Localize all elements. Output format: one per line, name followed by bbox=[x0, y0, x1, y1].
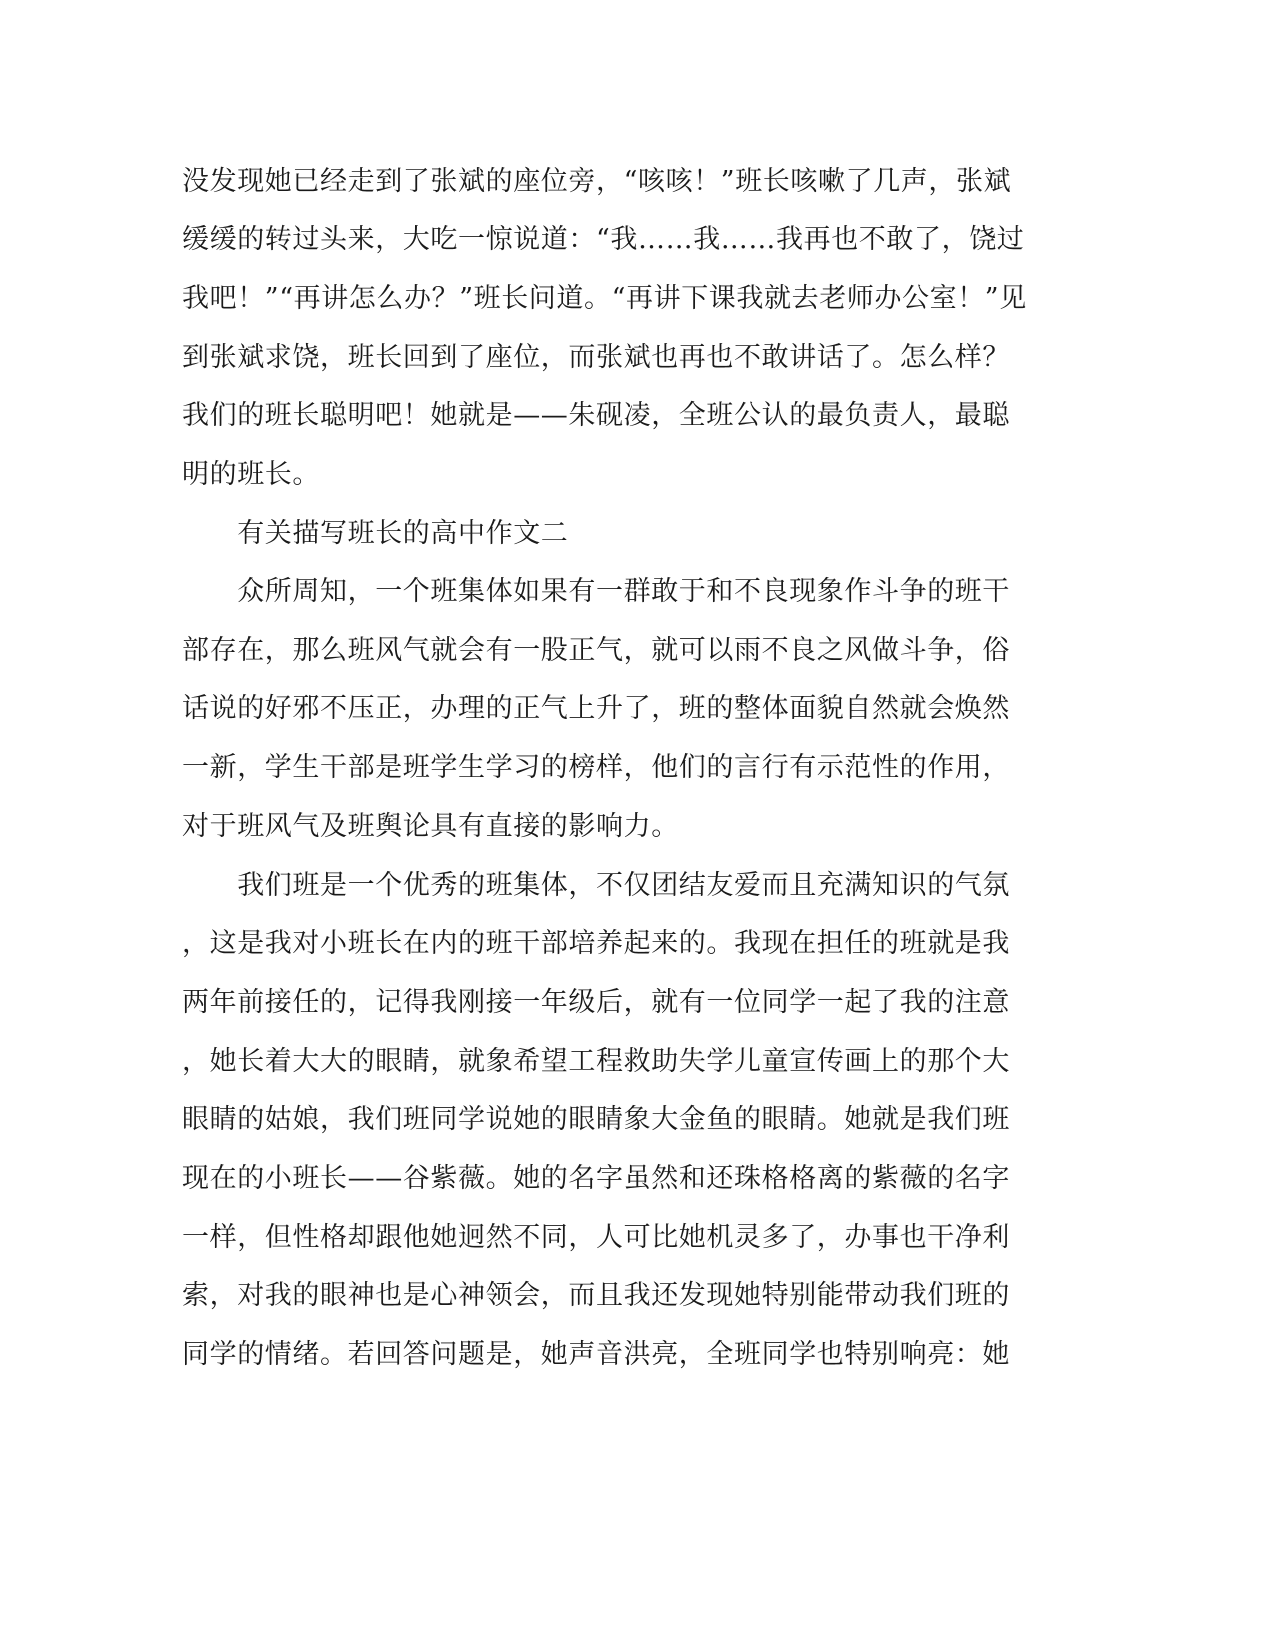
text-line: 我吧！”“再讲怎么办？”班长问道。“再讲下课我就去老师办公室！”见 bbox=[182, 283, 1027, 314]
text-line: ，这是我对小班长在内的班干部培养起来的。我现在担任的班就是我 bbox=[182, 928, 1010, 959]
text-line: 对于班风气及班舆论具有直接的影响力。 bbox=[182, 811, 679, 842]
section-heading: 有关描写班长的高中作文二 bbox=[182, 518, 569, 549]
text-line: 一样，但性格却跟他她迥然不同，人可比她机灵多了，办事也干净利 bbox=[182, 1222, 1010, 1253]
text-line: 明的班长。 bbox=[182, 459, 320, 490]
text-line: 一新，学生干部是班学生学习的榜样，他们的言行有示范性的作用， bbox=[182, 752, 1010, 783]
text-line: 众所周知，一个班集体如果有一群敢于和不良现象作斗争的班干 bbox=[182, 576, 1010, 607]
text-line: 到张斌求饶，班长回到了座位，而张斌也再也不敢讲话了。怎么样？ bbox=[182, 342, 1010, 373]
text-line: 缓缓的转过头来，大吃一惊说道：“我……我……我再也不敢了，饶过 bbox=[182, 224, 1025, 255]
text-line: 我们的班长聪明吧！她就是——朱砚凌，全班公认的最负责人，最聪 bbox=[182, 400, 1010, 431]
text-line: 我们班是一个优秀的班集体，不仅团结友爱而且充满知识的气氛 bbox=[182, 870, 1010, 901]
text-line: 现在的小班长——谷紫薇。她的名字虽然和还珠格格离的紫薇的名字 bbox=[182, 1163, 1010, 1194]
text-line: 没发现她已经走到了张斌的座位旁，“咳咳！”班长咳嗽了几声，张斌 bbox=[182, 166, 1012, 197]
text-line: ，她长着大大的眼睛，就象希望工程救助失学儿童宣传画上的那个大 bbox=[182, 1046, 1010, 1077]
text-line: 索，对我的眼神也是心神领会，而且我还发现她特别能带动我们班的 bbox=[182, 1280, 1010, 1311]
text-line: 话说的好邪不压正，办理的正气上升了，班的整体面貌自然就会焕然 bbox=[182, 693, 1010, 724]
text-line: 同学的情绪。若回答问题是，她声音洪亮，全班同学也特别响亮：她 bbox=[182, 1339, 1010, 1370]
text-line: 眼睛的姑娘，我们班同学说她的眼睛象大金鱼的眼睛。她就是我们班 bbox=[182, 1104, 1010, 1135]
text-line: 两年前接任的，记得我刚接一年级后，就有一位同学一起了我的注意 bbox=[182, 987, 1010, 1018]
text-line: 部存在，那么班风气就会有一股正气，就可以雨不良之风做斗争，俗 bbox=[182, 635, 1010, 666]
